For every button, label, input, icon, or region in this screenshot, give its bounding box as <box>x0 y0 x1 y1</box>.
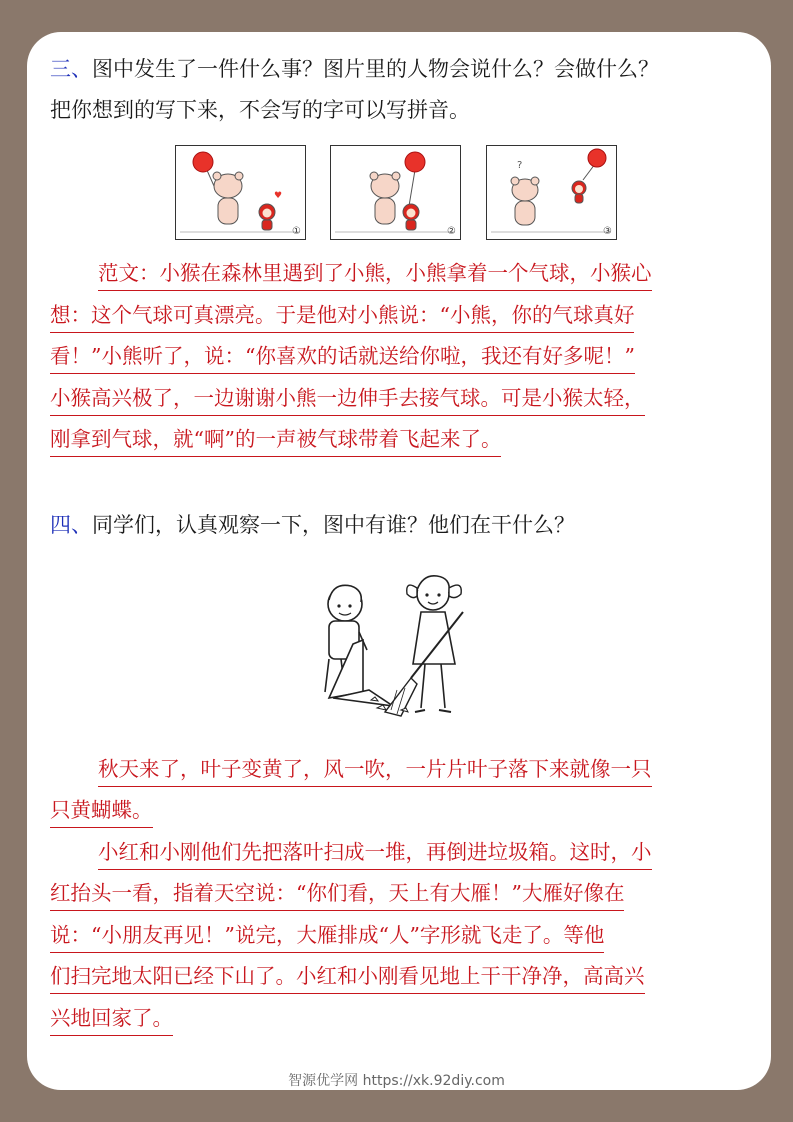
answer-line: 想：这个气球可真漂亮。于是他对小熊说：“小熊，你的气球真好 <box>50 300 634 333</box>
answer-line: 刚拿到气球，就“啊”的一声被气球带着飞起来了。 <box>50 424 501 457</box>
section4-number: 四、 <box>50 513 92 537</box>
answer-line: 们扫完地太阳已经下山了。小红和小刚看见地上干干净净，高高兴 <box>50 961 645 994</box>
section3-question-line2: 把你想到的写下来，不会写的字可以写拼音。 <box>50 98 470 122</box>
answer-line: 小红和小刚他们先把落叶扫成一堆，再倒进垃圾箱。这时，小 <box>98 837 652 870</box>
panel-number-3: ③ <box>603 226 612 237</box>
answer-line: 兴地回家了。 <box>50 1003 173 1036</box>
answer-line: 小猴高兴极了，一边谢谢小熊一边伸手去接气球。可是小猴太轻， <box>50 383 645 416</box>
kids-sweeping-illustration <box>305 560 485 725</box>
answer-line: 红抬头一看，指着天空说：“你们看，天上有大雁！”大雁好像在 <box>50 878 624 911</box>
monkey-flies-away-illustration <box>487 146 615 238</box>
answer-line: 说：“小朋友再见！”说完，大雁排成“人”字形就飞走了。等他 <box>50 920 604 953</box>
answer-line: 秋天来了，叶子变黄了，风一吹，一片片叶子落下来就像一只 <box>98 754 652 787</box>
comic-panel-1 <box>175 145 306 240</box>
section4-question: 四、同学们，认真观察一下，图中有谁？他们在干什么？ <box>50 513 575 537</box>
section3-question-line1: 三、图中发生了一件什么事？图片里的人物会说什么？会做什么？ <box>50 57 659 81</box>
svg-text:♥: ♥ <box>274 191 283 201</box>
footer-watermark: 智源优学网 https://xk.92diy.com <box>288 1073 505 1089</box>
panel-number-2: ② <box>447 226 456 237</box>
svg-text:?: ? <box>517 160 523 171</box>
answer-line: 只黄蝴蝶。 <box>50 795 153 828</box>
answer-line: 范文：小猴在森林里遇到了小熊，小熊拿着一个气球，小猴心 <box>98 258 652 291</box>
bear-monkey-meet-illustration <box>176 146 304 238</box>
comic-panel-3 <box>486 145 617 240</box>
panel-number-1: ① <box>292 226 301 237</box>
section3-number: 三、 <box>50 57 92 81</box>
answer-line: 看！”小熊听了，说：“你喜欢的话就送给你啦，我还有好多呢！” <box>50 341 635 374</box>
comic-panel-2 <box>330 145 461 240</box>
bear-gives-balloon-illustration <box>331 146 459 238</box>
